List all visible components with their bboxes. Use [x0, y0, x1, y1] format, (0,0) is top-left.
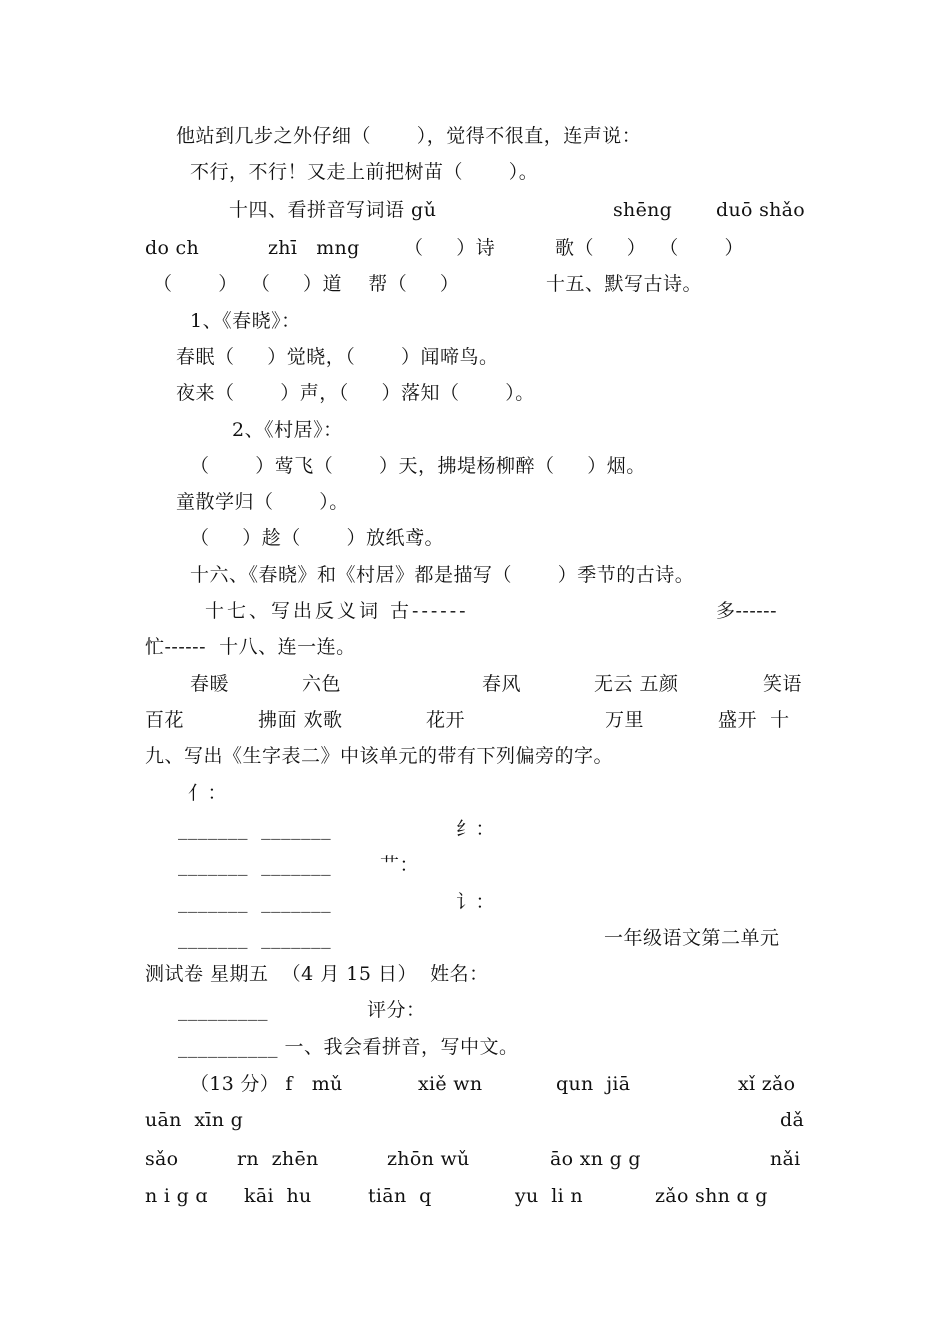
text-line: 歌（ ） （ ）: [555, 237, 745, 259]
word-item: 春暖: [190, 673, 230, 695]
text-line: 他站到几步之外仔细（ ），觉得不很直，连声说：: [176, 125, 642, 147]
pinyin: sǎo: [145, 1148, 179, 1170]
answer-blanks: _______ _______: [178, 854, 332, 876]
section-heading: 九、写出《生字表二》中该单元的带有下列偏旁的字。: [145, 745, 614, 767]
word-item: 万里: [605, 709, 645, 731]
section-heading: 十四、看拼音写词语 gǔ: [229, 199, 437, 221]
radical-label: 艹：: [380, 854, 420, 876]
pinyin: yu li n: [515, 1185, 583, 1207]
pinyin: do ch: [145, 237, 200, 259]
pinyin: duō shǎo: [716, 199, 806, 221]
radical-label: 讠：: [456, 891, 496, 913]
poem-title: 1、《春晓》：: [190, 310, 301, 332]
text-line: 多------: [716, 600, 778, 622]
section-heading: 十七、写出反义词 古------: [205, 600, 469, 622]
answer-blanks: _______ _______: [178, 891, 332, 913]
pinyin: shēng: [613, 199, 673, 221]
pinyin: zhī mng: [268, 237, 360, 259]
text-line: （ ） （ ）道 帮（ ）: [153, 273, 460, 295]
pinyin: xiě wn: [418, 1073, 483, 1095]
pinyin: kāi hu: [244, 1185, 312, 1207]
word-item: 百花: [145, 709, 185, 731]
section-heading: __________ 一、我会看拼音，写中文。: [178, 1036, 519, 1058]
radical-label: 纟：: [456, 818, 496, 840]
word-item: 拂面 欢歌: [258, 709, 343, 731]
word-item: 无云 五颜: [594, 673, 679, 695]
word-item: 盛开 十: [718, 709, 790, 731]
pinyin: rn zhēn: [237, 1148, 319, 1170]
pinyin: xǐ zǎo: [738, 1073, 796, 1095]
pinyin: dǎ: [780, 1109, 805, 1131]
answer-blanks: _______ _______: [178, 818, 332, 840]
radical-label: 亻：: [188, 782, 228, 804]
pinyin: uān xīn g: [145, 1109, 244, 1131]
poem-line: 春眠（ ）觉晓，（ ）闻啼鸟。: [176, 346, 499, 368]
word-item: 六色: [302, 673, 342, 695]
word-item: 笑语: [763, 673, 803, 695]
text-line: 忙------ 十八、连一连。: [145, 636, 356, 658]
section-heading: 十六、《春晓》和《村居》都是描写（ ）季节的古诗。: [190, 564, 695, 586]
pinyin: zǎo shn ɑ g: [655, 1185, 768, 1207]
poem-line: 夜来（ ）声，（ ）落知（ ）。: [176, 382, 535, 404]
pinyin: āo xn g g: [550, 1148, 641, 1170]
pinyin: tiān q: [368, 1185, 432, 1207]
answer-blank: _________: [178, 999, 268, 1021]
word-item: 春风: [482, 673, 522, 695]
poem-title: 2、《村居》：: [232, 419, 343, 441]
test-info: 测试卷 星期五 （4 月 15 日） 姓名：: [145, 963, 489, 985]
test-title: 一年级语文第二单元: [604, 927, 780, 949]
pinyin: n i g ɑ: [145, 1185, 208, 1207]
poem-line: （ ）趁（ ）放纸鸢。: [190, 527, 444, 549]
word-item: 花开: [426, 709, 466, 731]
section-heading: 十五、默写古诗。: [546, 273, 703, 295]
text-line: （ ）诗: [404, 237, 496, 259]
text-line: 不行，不行！又走上前把树苗（ ）。: [190, 161, 539, 183]
answer-blanks: _______ _______: [178, 927, 332, 949]
pinyin: zhōn wǔ: [387, 1148, 470, 1170]
poem-line: （ ）莺飞（ ）天，拂堤杨柳醉（ ）烟。: [190, 455, 646, 477]
pinyin: qun jiā: [556, 1073, 631, 1095]
pinyin: （13 分） f mǔ: [190, 1073, 343, 1095]
poem-line: 童散学归（ ）。: [176, 491, 349, 513]
pinyin: nǎi: [770, 1148, 801, 1170]
score-label: 评分：: [367, 999, 426, 1021]
